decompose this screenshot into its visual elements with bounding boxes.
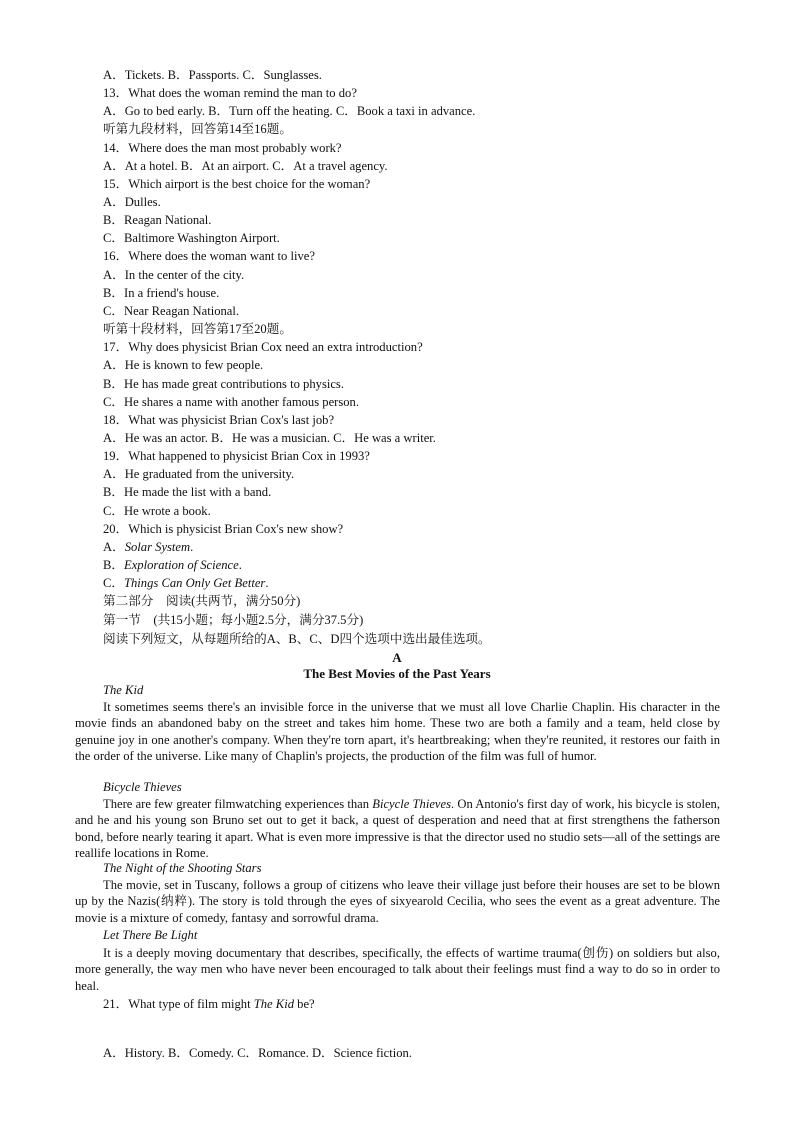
q19-option-a: A．He graduated from the university.: [103, 467, 295, 481]
film-paragraph-shooting-stars: The movie, set in Tuscany, follows a group of citizens who leave their village just before their houses are set to be blown up by the Nazis(纳粹). The story is told through the eyes of sixyearold Cecilia, who sees the event as a great adventure. The movie is a mixture of comedy, fantasy and sorrowful drama.: [75, 878, 720, 925]
q18-options: A．He was an actor. B．He was a musician. C．He was a writer.: [103, 431, 436, 445]
passage-letter: A: [392, 650, 402, 665]
q18-question: 18．What was physicist Brian Cox's last job?: [103, 413, 335, 427]
q15-question: 15．Which airport is the best choice for the woman?: [103, 177, 371, 191]
q17-option-a: A．He is known to few people.: [103, 358, 264, 372]
q15-option-a: A．Dulles.: [103, 195, 161, 209]
q19-question: 19．What happened to physicist Brian Cox in 1993?: [103, 449, 370, 463]
q16-option-a: A．In the center of the city.: [103, 268, 245, 282]
q16-option-c: C．Near Reagan National.: [103, 304, 240, 318]
q20-option-a: A．Solar System.: [103, 540, 194, 554]
passage-title: The Best Movies of the Past Years: [303, 666, 491, 681]
film-paragraph-the-kid: It sometimes seems there's an invisible force in the universe that we must all love Charlie Chaplin. His character in the movie finds an abandoned baby on the street and takes him home. These two are both a family and a team, held close by genuine joy in one another's company. When they're torn apart, it's heartbreaking; when they're reunited, it restores our faith in the order of the universe. Like many of Chaplin's projects, the production of the film was full of humor.: [75, 700, 720, 764]
q17-question: 17．Why does physicist Brian Cox need an extra introduction?: [103, 340, 423, 354]
section-one-heading: 第一节 (共15小题；每小题2.5分，满分37.5分): [103, 613, 364, 627]
q16-option-b: B．In a friend's house.: [103, 286, 220, 300]
q20-option-c: C．Things Can Only Get Better.: [103, 576, 269, 590]
q12-options: A．Tickets. B．Passports. C．Sunglasses.: [103, 68, 322, 82]
q21-question: 21．What type of film might The Kid be?: [103, 997, 315, 1011]
film-title-bicycle-thieves: Bicycle Thieves: [103, 780, 182, 794]
q16-question: 16．Where does the woman want to live?: [103, 249, 315, 263]
part-two-heading: 第二部分 阅读(共两节，满分50分): [103, 594, 301, 608]
film-title-let-there-be-light: Let There Be Light: [103, 928, 198, 942]
film-paragraph-bicycle-thieves: There are few greater filmwatching experiences than Bicycle Thieves. On Antonio's first day of work, his bicycle is stolen, and he and his young son Bruno set out to get it back, a quest of desperation and need that at first strengthens the fatherson bond, before nearly tearing it apart. What is even more impressive is that the director used no studio sets—all of the settings are reallife locations in Rome.: [75, 797, 721, 861]
q15-option-c: C．Baltimore Washington Airport.: [103, 231, 280, 245]
q15-option-b: B．Reagan National.: [103, 213, 212, 227]
film-paragraph-let-there-be-light: It is a deeply moving documentary that describes, specifically, the effects of wartime trauma(创伤) on soldiers but also, more generally, the way men who have never been encouraged to talk about their feelings must find a way to do so in order to heal.: [75, 946, 720, 993]
q14-question: 14．Where does the man most probably work?: [103, 141, 342, 155]
section-ten-instruction: 听第十段材料，回答第17至20题。: [103, 322, 292, 336]
q13-options: A．Go to bed early. B．Turn off the heating. C．Book a taxi in advance.: [103, 104, 476, 118]
q19-option-b: B．He made the list with a band.: [103, 485, 272, 499]
q17-option-c: C．He shares a name with another famous person.: [103, 395, 360, 409]
q21-options: A．History. B．Comedy. C．Romance. D．Science fiction.: [103, 1046, 412, 1060]
section-nine-instruction: 听第九段材料，回答第14至16题。: [103, 122, 292, 136]
film-title-the-kid: The Kid: [103, 683, 144, 697]
film-title-shooting-stars: The Night of the Shooting Stars: [103, 861, 262, 875]
q17-option-b: B．He has made great contributions to physics.: [103, 377, 344, 391]
q19-option-c: C．He wrote a book.: [103, 504, 211, 518]
q14-options: A．At a hotel. B．At an airport. C．At a travel agency.: [103, 159, 388, 173]
q20-option-b: B．Exploration of Science.: [103, 558, 242, 572]
q13-question: 13．What does the woman remind the man to do?: [103, 86, 357, 100]
q20-question: 20．Which is physicist Brian Cox's new show?: [103, 522, 344, 536]
reading-instruction: 阅读下列短文，从每题所给的A、B、C、D四个选项中选出最佳选项。: [103, 632, 491, 646]
